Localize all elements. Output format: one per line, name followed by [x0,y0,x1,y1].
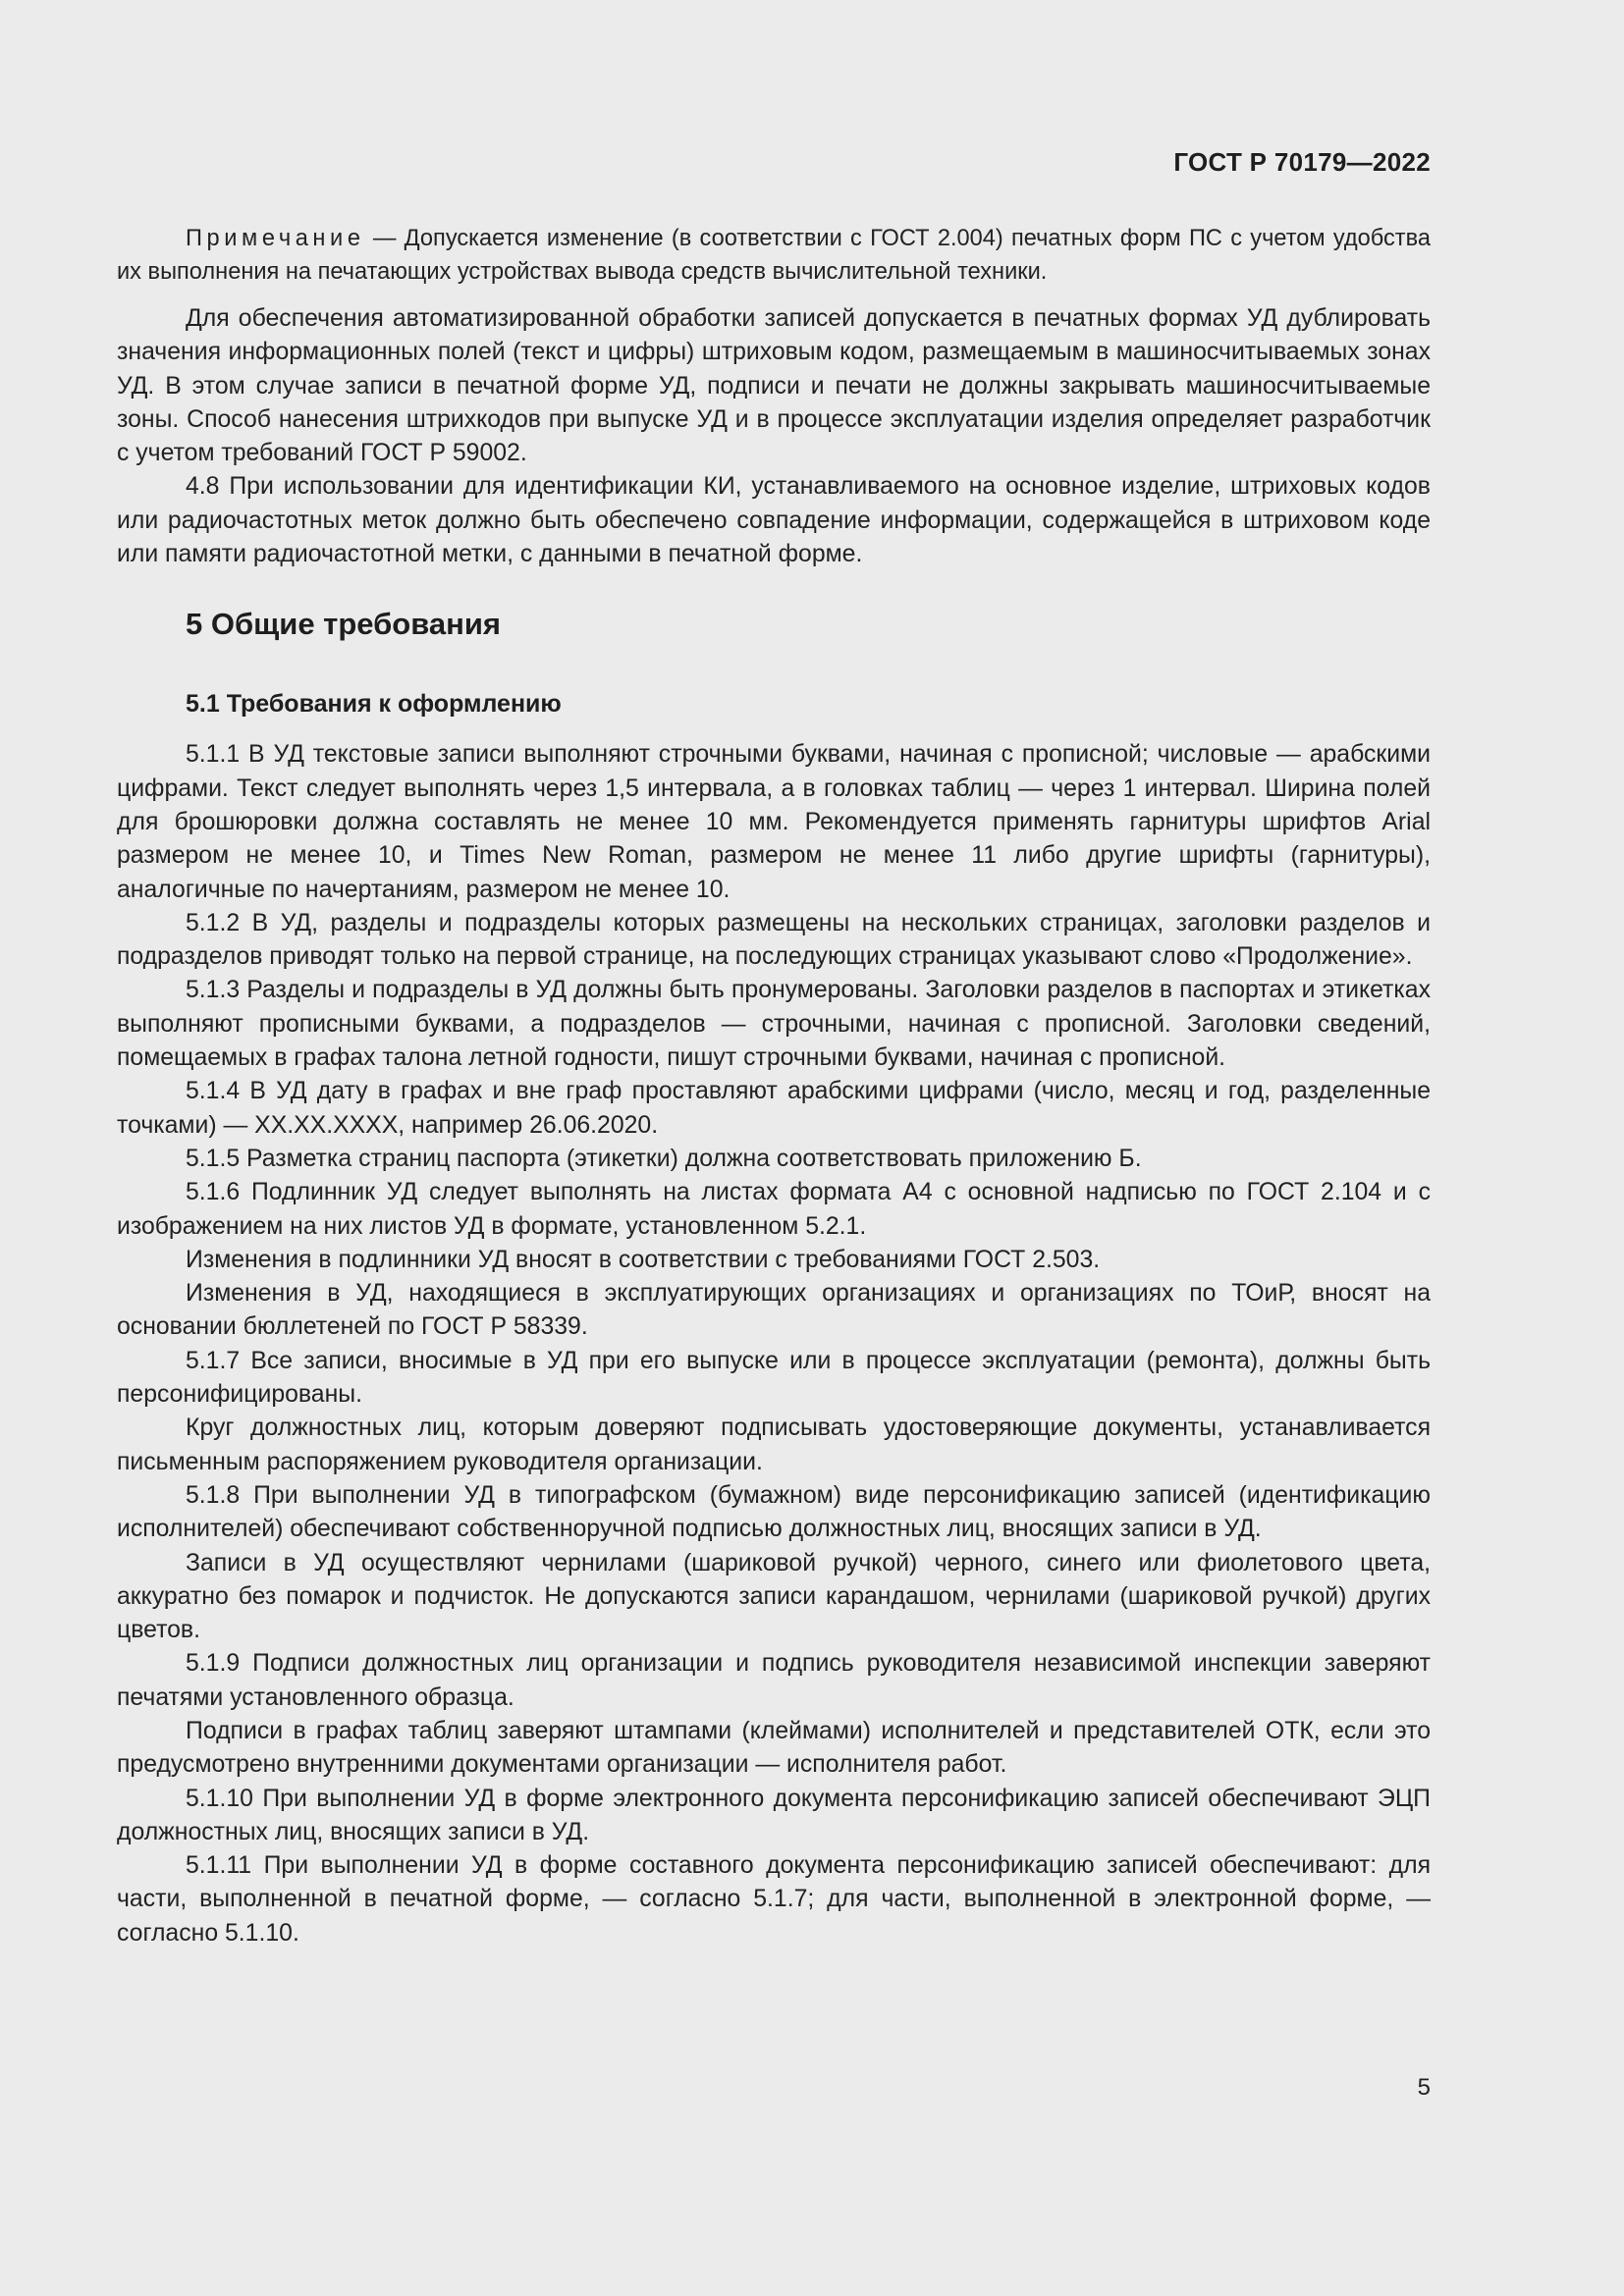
paragraph: Подписи в графах таблиц заверяют штампами (клеймами) исполнителей и представителей ОТК, если это предусмотрено внутренними документами организации — исполнителя работ. [117,1717,1431,1779]
paragraph: Изменения в УД, находящиеся в эксплуатирующих организациях и организациях по ТОиР, вносят на основании бюллетеней по ГОСТ Р 58339. [117,1280,1431,1341]
paragraph: 5.1.7 Все записи, вносимые в УД при его выпуске или в процессе эксплуатации (ремонта), должны быть персонифицированы. [117,1347,1431,1409]
paragraph: 5.1.1 В УД текстовые записи выполняют строчными буквами, начиная с прописной; числовые — арабскими цифрами. Текст следует выполнять через 1,5 интервала, а в головках таблиц — через 1 интервал. Ширина полей для брошюровки должна составлять не менее 10 мм. Рекомендуется применять гарнитуры шрифтов Arial размером не менее 10, и Times New Roman, размером не менее 11 либо другие шрифты (гарнитуры), аналогичные по начертаниям, размером не менее 10. [117,741,1431,903]
note-text: — Допускается изменение (в соответствии с ГОСТ 2.004) печатных форм ПС с учетом удобства их выполнения на печатающих устройствах вывода средств вычислительной техники. [117,226,1431,285]
paragraph: Для обеспечения автоматизированной обработки записей допускается в печатных формах УД дублировать значения информационных полей (текст и цифры) штриховым кодом, размещаемым в машиносчитываемых зонах УД. В этом случае записи в печатной форме УД, подписи и печати не должны закрывать машиносчитываемые зоны. Способ нанесения штрихкодов при выпуске УД и в процессе эксплуатации изделия определяет разработчик с учетом требований ГОСТ Р 59002. [117,305,1431,467]
note-label: Примечание [186,226,365,251]
paragraph: 5.1.8 При выполнении УД в типографском (бумажном) виде персонификацию записей (идентификацию исполнителей) обеспечивают собственноручной подписью должностных лиц, вносящих записи в УД. [117,1481,1431,1543]
paragraph: 5.1.5 Разметка страниц паспорта (этикетки) должна соответствовать приложению Б. [186,1145,1142,1172]
document-code-header: ГОСТ Р 70179—2022 [1173,147,1431,177]
paragraph: 5.1.4 В УД дату в графах и вне граф проставляют арабскими цифрами (число, месяц и год, разделенные точками) — XX.XX.XXXX, например 26.06.2020. [117,1078,1431,1139]
paragraph: Записи в УД осуществляют чернилами (шариковой ручкой) черного, синего или фиолетового цвета, аккуратно без помарок и подчисток. Не допускаются записи карандашом, чернилами (шариковой ручкой) других цветов. [117,1549,1431,1644]
paragraph: Изменения в подлинники УД вносят в соответствии с требованиями ГОСТ 2.503. [186,1246,1101,1273]
section-title: 5 Общие требования [186,607,501,642]
paragraph: 4.8 При использовании для идентификации КИ, устанавливаемого на основное изделие, штриховых кодов или радиочастотных меток должно быть обеспечено совпадение информации, содержащейся в штриховом коде или памяти радиочастотной метки, с данными в печатной форме. [117,473,1431,568]
paragraph: 5.1.2 В УД, разделы и подразделы которых размещены на нескольких страницах, заголовки разделов и подразделов приводят только на первой странице, на последующих страницах указывают слово «Продолжение». [117,909,1431,971]
subsection-title: 5.1 Требования к оформлению [186,690,562,719]
paragraph: 5.1.9 Подписи должностных лиц организации и подпись руководителя независимой инспекции заверяют печатями установленного образца. [117,1650,1431,1711]
page-content [117,222,1431,1950]
page-number: 5 [1417,2074,1431,2101]
paragraph: 5.1.6 Подлинник УД следует выполнять на листах формата А4 с основной надписью по ГОСТ 2.104 и с изображением на них листов УД в формате, установленном 5.2.1. [117,1179,1431,1240]
paragraph: 5.1.3 Разделы и подразделы в УД должны быть пронумерованы. Заголовки разделов в паспортах и этикетках выполняют прописными буквами, а подразделов — строчными, начиная с прописной. Заголовки сведений, помещаемых в графах талона летной годности, пишут строчными буквами, начиная с прописной. [117,977,1431,1072]
paragraph: 5.1.11 При выполнении УД в форме составного документа персонификацию записей обеспечивают: для части, выполненной в печатной форме, — согласно 5.1.7; для части, выполненной в электронной форме, — согласно 5.1.10. [117,1852,1431,1947]
note-paragraph [117,222,1431,289]
paragraph: 5.1.10 При выполнении УД в форме электронного документа персонификацию записей обеспечивают ЭЦП должностных лиц, вносящих записи в УД. [117,1785,1431,1845]
paragraph: Круг должностных лиц, которым доверяют подписывать удостоверяющие документы, устанавливается письменным распоряжением руководителя организации. [117,1415,1431,1475]
